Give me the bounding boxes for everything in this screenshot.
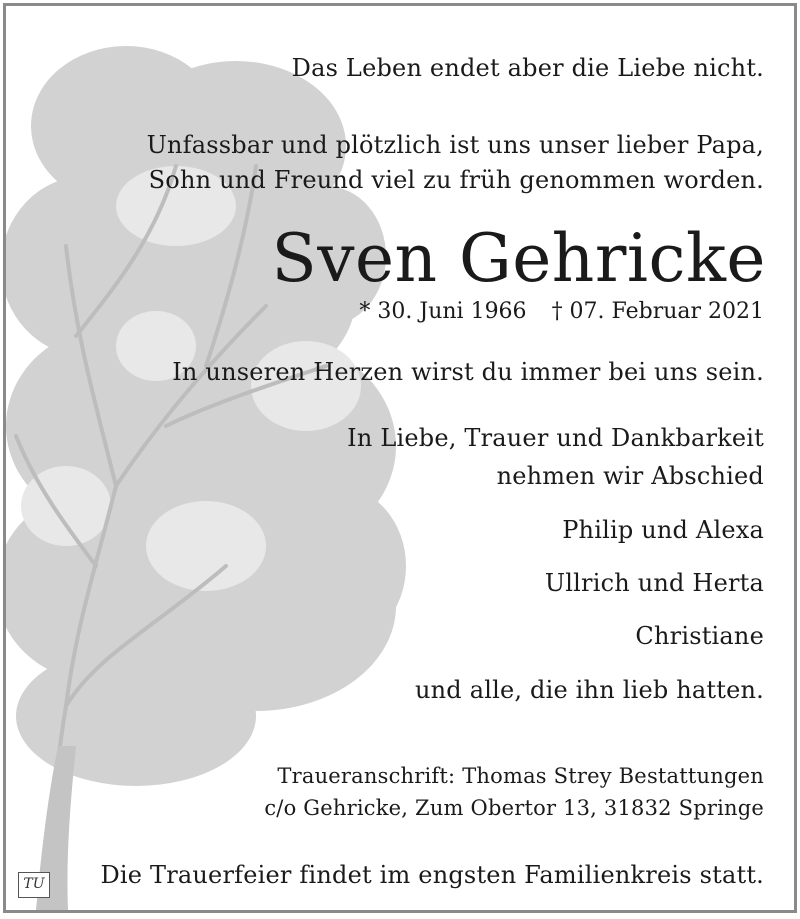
death-date: † 07. Februar 2021 <box>551 299 764 324</box>
intro-line-1: Unfassbar und plötzlich ist uns unser lieber Papa, <box>146 131 764 159</box>
notice-text <box>6 6 794 910</box>
mourner-1: Philip und Alexa <box>562 516 764 544</box>
deceased-name: Sven Gehricke <box>271 220 766 297</box>
address-line-1: Traueranschrift: Thomas Strey Bestattungen <box>277 764 764 788</box>
address-line-2: c/o Gehricke, Zum Obertor 13, 31832 Springe <box>264 796 764 820</box>
logo-text: TU <box>23 876 45 892</box>
birth-date: * 30. Juni 1966 <box>359 299 527 324</box>
mourner-4: und alle, die ihn lieb hatten. <box>414 676 764 704</box>
farewell-line-1: In Liebe, Trauer und Dankbarkeit <box>347 424 764 452</box>
life-dates <box>359 299 764 324</box>
intro-line-2: Sohn und Freund viel zu früh genommen worden. <box>148 166 764 194</box>
publisher-logo-icon <box>18 872 50 898</box>
mourner-2: Ullrich und Herta <box>544 569 764 597</box>
mourner-3: Christiane <box>635 622 764 650</box>
ceremony-line: Die Trauerfeier findet im engsten Familienkreis statt. <box>100 861 764 889</box>
remembrance-line: In unseren Herzen wirst du immer bei uns sein. <box>172 358 764 386</box>
obituary-notice <box>3 3 797 913</box>
farewell-line-2: nehmen wir Abschied <box>496 462 764 490</box>
motto: Das Leben endet aber die Liebe nicht. <box>291 54 764 82</box>
